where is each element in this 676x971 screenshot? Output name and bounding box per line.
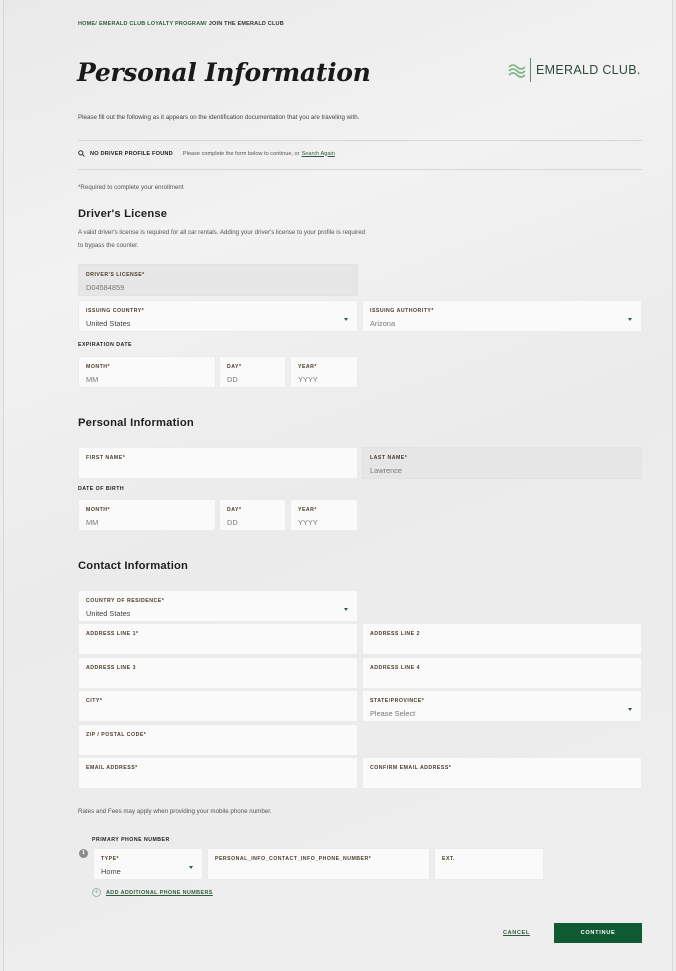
city-input[interactable]: CITY* [78, 690, 358, 722]
breadcrumb [78, 21, 284, 27]
logo-divider [530, 58, 531, 82]
expiration-month-input[interactable]: MONTH* MM [78, 356, 216, 388]
phone-index-badge: 1 [79, 849, 88, 858]
phone-type-select[interactable]: TYPE* Home [93, 848, 203, 880]
profile-message: Please complete the form below to continue, or [182, 150, 300, 157]
emerald-waves-icon [508, 61, 526, 79]
chevron-down-icon [344, 608, 348, 611]
first-name-input[interactable]: FIRST NAME* [78, 447, 358, 479]
divider [78, 169, 642, 170]
breadcrumb-home[interactable]: HOME/ [78, 21, 98, 27]
dob-month-input[interactable]: MONTH* MM [78, 499, 216, 531]
country-of-residence-select[interactable]: COUNTRY OF RESIDENCE* United States [78, 590, 358, 622]
drivers-license-title: Driver's License [78, 208, 168, 220]
dob-day-input[interactable]: DAY* DD [219, 499, 286, 531]
breadcrumb-current: JOIN THE EMERALD CLUB [208, 21, 284, 27]
search-icon [78, 150, 85, 157]
email-input[interactable]: EMAIL ADDRESS* [78, 757, 358, 789]
emerald-club-logo [508, 58, 641, 82]
last-name-field: LAST NAME* Lawrence [362, 447, 642, 479]
logo-text: EMERALD CLUB. [536, 63, 641, 77]
confirm-email-input[interactable]: CONFIRM EMAIL ADDRESS* [362, 757, 642, 789]
chevron-down-icon [344, 318, 348, 321]
state-province-select[interactable]: STATE/PROVINCE* Please Select [362, 690, 642, 722]
issuing-authority-select[interactable]: ISSUING AUTHORITY* Arizona [362, 300, 642, 332]
drivers-license-description: A valid driver's license is required for all car rentals. Adding your driver's license to your profile is required to bypass the counter. [78, 229, 366, 249]
chevron-down-icon [189, 866, 193, 869]
chevron-down-icon [628, 708, 632, 711]
dob-year-input[interactable]: YEAR* YYYY [290, 499, 358, 531]
continue-button[interactable]: CONTINUE [554, 923, 642, 943]
phone-number-input[interactable]: PERSONAL_INFO_CONTACT_INFO_PHONE_NUMBER* [207, 848, 430, 880]
plus-circle-icon: + [92, 888, 101, 897]
zip-code-input[interactable]: ZIP / POSTAL CODE* [78, 724, 358, 756]
drivers-license-field: DRIVER'S LICENSE* D04584859 [78, 264, 358, 296]
search-again-link[interactable]: Search Again [301, 150, 335, 157]
address-line-3-input[interactable]: ADDRESS LINE 3 [78, 657, 358, 689]
rates-note: Rates and Fees may apply when providing your mobile phone number. [78, 808, 272, 815]
primary-phone-label: PRIMARY PHONE NUMBER [92, 837, 170, 843]
expiration-date-label: EXPIRATION DATE [78, 342, 132, 348]
address-line-4-input[interactable]: ADDRESS LINE 4 [362, 657, 642, 689]
page-title: Personal Information [77, 58, 371, 87]
chevron-down-icon [628, 318, 632, 321]
phone-ext-input[interactable]: EXT. [434, 848, 544, 880]
expiration-day-input[interactable]: DAY* DD [219, 356, 286, 388]
expiration-year-input[interactable]: YEAR* YYYY [290, 356, 358, 388]
address-line-2-input[interactable]: ADDRESS LINE 2 [362, 623, 642, 655]
contact-info-title: Contact Information [78, 560, 189, 572]
cancel-link[interactable]: CANCEL [503, 930, 530, 936]
personal-info-title: Personal Information [78, 417, 194, 429]
divider [78, 140, 642, 141]
required-note: *Required to complete your enrollment [78, 184, 184, 191]
add-phone-link[interactable]: + ADD ADDITIONAL PHONE NUMBERS [92, 888, 213, 897]
breadcrumb-program[interactable]: EMERALD CLUB LOYALTY PROGRAM/ [99, 21, 207, 27]
address-line-1-input[interactable]: ADDRESS LINE 1* [78, 623, 358, 655]
date-of-birth-label: DATE OF BIRTH [78, 486, 125, 492]
profile-status: NO DRIVER PROFILE FOUND [90, 150, 173, 157]
profile-notice [78, 150, 335, 157]
issuing-country-select[interactable]: ISSUING COUNTRY* United States [78, 300, 358, 332]
intro-text: Please fill out the following as it appears on the identification documentation that you are traveling with. [78, 114, 360, 121]
